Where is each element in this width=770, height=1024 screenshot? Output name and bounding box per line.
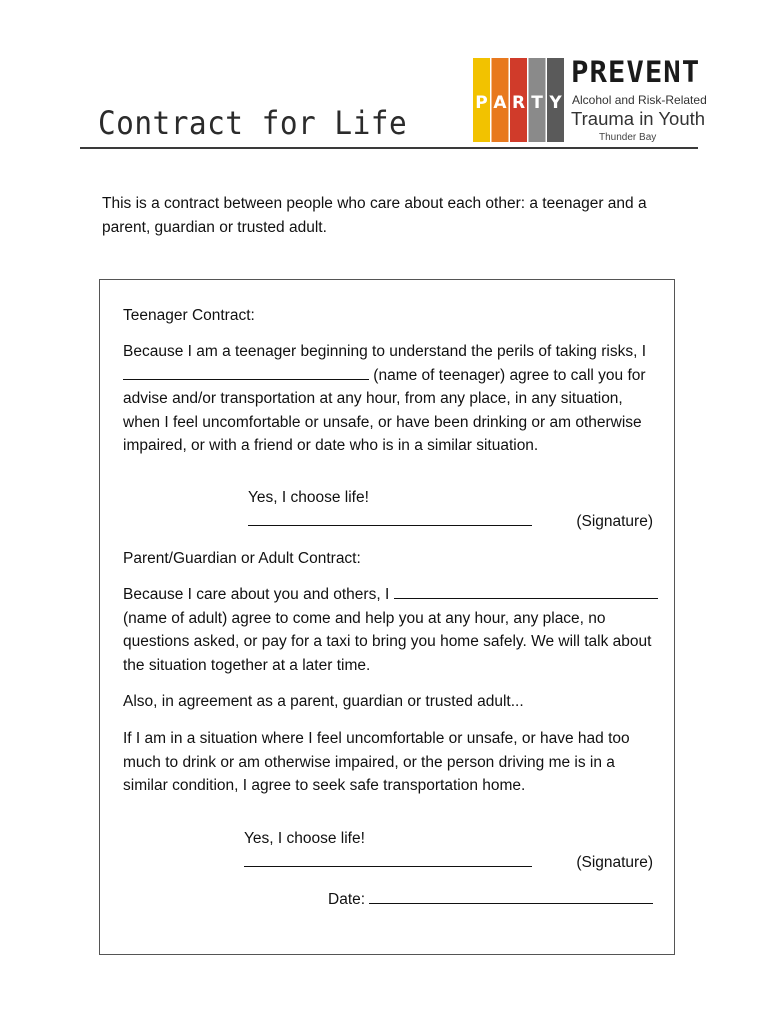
teen-signature-caption: (Signature) [576,513,653,530]
logo-party-letter: Y [549,93,562,113]
logo-party-letter: A [493,93,507,113]
logo-party-letter: R [511,93,526,113]
parent-also: Also, in agreement as a parent, guardian or trusted adult... [123,693,524,710]
parent-line-3: questions asked, or pay for a taxi to bring you home safely. We will talk about [123,633,652,650]
teen-line-3: advise and/or transportation at any hour, from any place, in any situation, [123,390,623,407]
intro-paragraph: This is a contract between people who care about each other: a teenager and a parent, guardian or trusted adult. [102,195,647,236]
teen-heading: Teenager Contract: [123,307,255,324]
teen-paragraph [123,340,663,458]
logo-party-letter: T [531,93,543,113]
logo-location: Thunder Bay [599,132,657,143]
parent-signature-caption: (Signature) [576,854,653,871]
parent-cond-line-1: If I am in a situation where I feel uncomfortable or unsafe, or have had too [123,730,630,747]
parent-sign-label: Yes, I choose life! [244,830,365,847]
logo-party-letter: P [475,93,488,113]
teen-line-2 [123,364,663,388]
logo-graphic [471,52,707,144]
parent-line-1 [123,583,663,607]
party-prevent-logo [471,52,707,144]
title-divider [80,147,698,149]
parent-heading: Parent/Guardian or Adult Contract: [123,550,361,567]
teen-line-2-text: (name of teenager) agree to call you for [369,366,646,384]
teen-sign-label: Yes, I choose life! [248,489,369,506]
parent-line-2: (name of adult) agree to come and help you at any hour, any place, no [123,609,606,627]
parent-cond-line-3: similar condition, I agree to seek safe transportation home. [123,777,526,794]
date-field[interactable] [369,889,653,904]
logo-tagline-2: Trauma in Youth [571,108,706,129]
logo-tagline-1: Alcohol and Risk-Related [572,93,707,107]
logo-prevent-text: PREVENT [571,55,701,89]
parent-cond-line-2: much to drink or am otherwise impaired, or the person driving me is in a [123,753,615,771]
date-label: Date: [328,891,370,908]
teen-line-5: impaired, or with a friend or date who is in a similar situation. [123,437,539,454]
adult-name-field[interactable] [394,584,658,599]
parent-line-1-text: Because I care about you and others, I [123,586,394,603]
teen-line-1: Because I am a teenager beginning to understand the perils of taking risks, I [123,343,647,360]
parent-line-4: the situation together at a later time. [123,656,371,674]
parent-paragraph [123,583,663,677]
parent-condition-paragraph [123,727,663,798]
page-title: Contract for Life [98,104,408,142]
date-row [328,888,654,912]
teen-name-field[interactable] [123,365,369,380]
teen-line-4: when I feel uncomfortable or unsafe, or have been drinking or am otherwise [123,413,642,431]
